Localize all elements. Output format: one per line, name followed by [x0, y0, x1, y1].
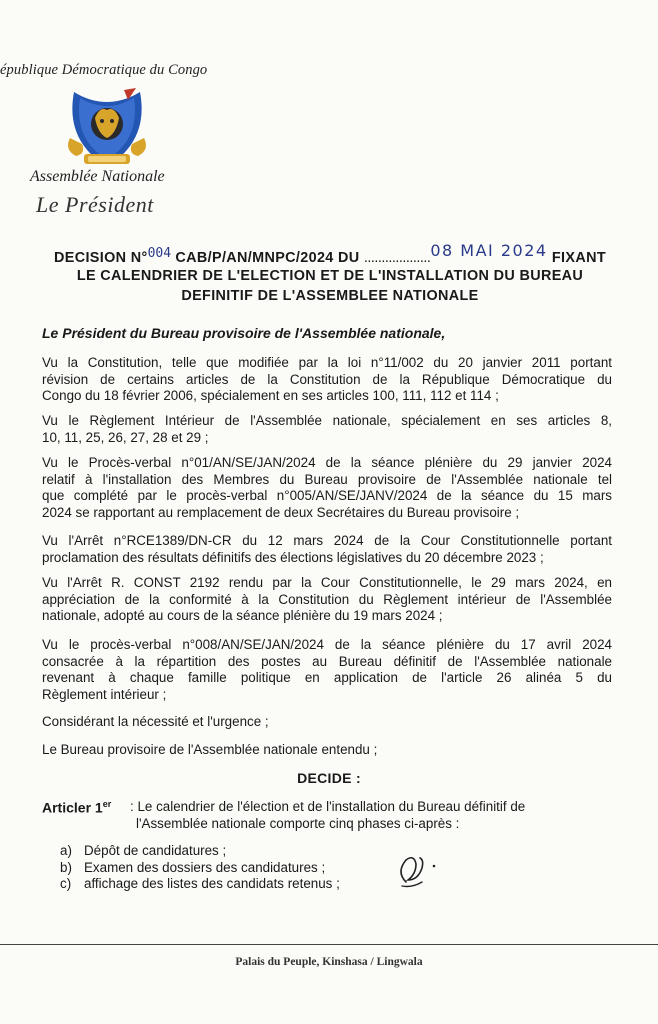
paragraph-line: Vu le Règlement Intérieur de l'Assemblée nationale, spécialement en ses articles 8,	[42, 413, 612, 428]
article-line: l'Assemblée nationale comporte cinq phases ci-après :	[136, 815, 460, 831]
article-colon: :	[130, 799, 134, 814]
article-label-sup: er	[102, 799, 112, 809]
paragraph-arret-rce1389	[42, 533, 612, 566]
decision-title-line2: LE CALENDRIER DE L'ELECTION ET DE L'INSTALLATION DU BUREAU	[76, 268, 584, 284]
article-line: Le calendrier de l'élection et de l'installation du Bureau définitif de	[137, 799, 526, 814]
paragraph-line: révision de certains articles de la Constitution de la République Démocratique du	[42, 371, 612, 387]
decision-prefix: DECISION N°	[54, 250, 148, 266]
decision-title-line3: DEFINITIF DE L'ASSEMBLEE NATIONALE	[181, 288, 479, 304]
footer-address: Palais du Peuple, Kinshasa / Lingwala	[235, 956, 423, 968]
paragraph-line: appréciation de la conformité à la Constitution du Règlement intérieur de l'Assemblée	[42, 591, 612, 607]
coat-of-arms-icon	[62, 84, 152, 170]
paragraph-line: 10, 11, 25, 26, 27, 28 et 29 ;	[42, 429, 209, 445]
paragraph-line: Vu le Procès-verbal n°01/AN/SE/JAN/2024 de la séance plénière du 29 janvier 2024	[42, 455, 612, 470]
paragraph-proces-verbal-008	[42, 637, 612, 703]
assembly-name: Assemblée Nationale	[30, 168, 165, 185]
article-label-text: Articler 1	[42, 799, 103, 816]
paragraph-line: Vu l'Arrêt R. CONST 2192 rendu par la Cour Constitutionnelle, le 29 mars 2024, en	[42, 575, 612, 590]
decide-heading: DECIDE :	[297, 770, 361, 786]
article-1-text	[130, 799, 614, 832]
paragraph-bureau-entendu: Le Bureau provisoire de l'Assemblée nationale entendu ;	[42, 742, 378, 757]
list-text: affichage des listes des candidats retenus ;	[84, 876, 340, 892]
paragraph-line: revenant à chaque famille politique en application de l'article 26 alinéa 5 du	[42, 670, 612, 686]
list-text: Examen des dossiers des candidatures ;	[84, 859, 326, 875]
list-item	[60, 843, 340, 860]
paragraph-proces-verbal-01	[42, 455, 612, 521]
paragraph-considerant: Considérant la nécessité et l'urgence ;	[42, 714, 269, 729]
paragraph-line: Congo du 18 février 2006, spécialement en ses articles 100, 111, 112 et 114 ;	[42, 388, 499, 404]
phase-list	[60, 843, 340, 893]
paragraph-arret-const-2192	[42, 575, 612, 625]
paragraph-line: Règlement intérieur ;	[42, 686, 167, 702]
decision-date-stamp: 08 MAI 2024	[430, 241, 548, 260]
paragraph-reglement	[42, 413, 612, 446]
list-text: Dépôt de candidatures ;	[84, 843, 227, 858]
paragraph-constitution	[42, 355, 612, 405]
decision-dots: ...................	[363, 250, 431, 266]
paragraph-line: Vu le procès-verbal n°008/AN/SE/JAN/2024 de la séance plénière du 17 avril 2024	[42, 637, 612, 652]
paragraph-line: que complété par le procès-verbal n°005/AN/SE/JANV/2024 de la séance du 15 mars	[42, 488, 612, 504]
handwritten-initials-icon	[392, 852, 440, 892]
list-marker: c)	[60, 876, 72, 892]
paragraph-line: 2024 se rapportant au remplacement de deux Secrétaires du Bureau provisoire ;	[42, 504, 520, 520]
intro-heading: Le Président du Bureau provisoire de l'Assemblée nationale,	[42, 325, 446, 341]
paragraph-line: Vu l'Arrêt n°RCE1389/DN-CR du 12 mars 2024 de la Cour Constitutionnelle portant	[42, 533, 612, 548]
president-title: Le Président	[36, 192, 154, 217]
list-marker: b)	[60, 859, 72, 875]
list-marker: a)	[60, 843, 72, 858]
paragraph-line: proclamation des résultats définitifs des élections législatives du 20 décembre 2023 ;	[42, 549, 544, 565]
article-1-label	[42, 799, 111, 816]
decision-ref: CAB/P/AN/MNPC/2024 DU	[175, 250, 360, 266]
list-item	[60, 860, 340, 877]
republic-name: épublique Démocratique du Congo	[0, 62, 208, 78]
paragraph-line: Vu la Constitution, telle que modifiée par la loi n°11/002 du 20 janvier 2011 portant	[42, 355, 612, 370]
decision-title-line1	[30, 241, 630, 266]
decision-suffix: FIXANT	[551, 250, 606, 266]
paragraph-line: nationale, adopté au cours de la séance plénière du 19 mars 2024 ;	[42, 608, 443, 624]
paragraph-line: relatif à l'installation des Membres du Bureau provisoire de l'Assemblée nationale tel	[42, 471, 612, 487]
footer-divider	[0, 944, 658, 945]
decision-number-handwritten: 004	[147, 246, 172, 261]
paragraph-line: consacrée à la répartition des postes au Bureau définitif de l'Assemblée nationale	[42, 653, 612, 669]
list-item	[60, 876, 340, 893]
